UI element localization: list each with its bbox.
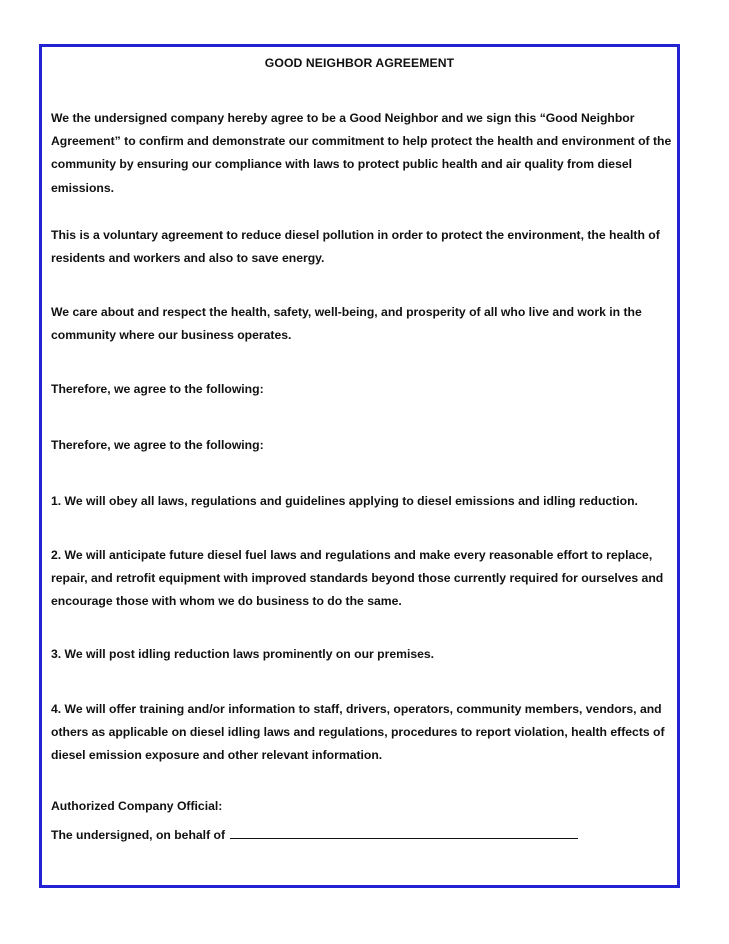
- agreement-frame: [39, 44, 680, 888]
- commitment-item-4: 4. We will offer training and/or information to staff, drivers, operators, community members, vendors, and others as applicable on diesel idling laws and regulations, procedures to report violation, health effects of diesel emission exposure and other relevant information.: [51, 702, 665, 763]
- official-label: Authorized Company Official:: [51, 799, 223, 813]
- document-title: GOOD NEIGHBOR AGREEMENT: [264, 56, 455, 70]
- respect-paragraph: We care about and respect the health, safety, well-being, and prosperity of all who live and work in the community where our business operates.: [51, 305, 642, 343]
- commitment-item-3: 3. We will post idling reduction laws prominently on our premises.: [51, 647, 435, 661]
- behalf-line: [51, 824, 677, 847]
- behalf-label: The undersigned, on behalf of: [51, 828, 226, 842]
- commitment-item-2: 2. We will anticipate future diesel fuel laws and regulations and make every reasonable effort to replace, repair, and retrofit equipment with improved standards beyond those currently required for ourselves and encourage those with whom we do business to do the same.: [51, 548, 664, 609]
- voluntary-paragraph: This is a voluntary agreement to reduce diesel pollution in order to protect the environment, the health of residents and workers and also to save energy.: [51, 228, 660, 266]
- agree-following-line: Therefore, we agree to the following:: [51, 382, 264, 396]
- commitment-item-1: 1. We will obey all laws, regulations and guidelines applying to diesel emissions and idling reduction.: [51, 494, 638, 508]
- agree-following-line-repeat: Therefore, we agree to the following:: [51, 438, 264, 452]
- intro-paragraph: We the undersigned company hereby agree to be a Good Neighbor and we sign this “Good Neighbor Agreement” to confirm and demonstrate our commitment to help protect the health and environment of the community by ensuring our compliance with laws to protect public health and air quality from diesel emissions.: [51, 111, 672, 195]
- company-name-blank[interactable]: [230, 826, 578, 839]
